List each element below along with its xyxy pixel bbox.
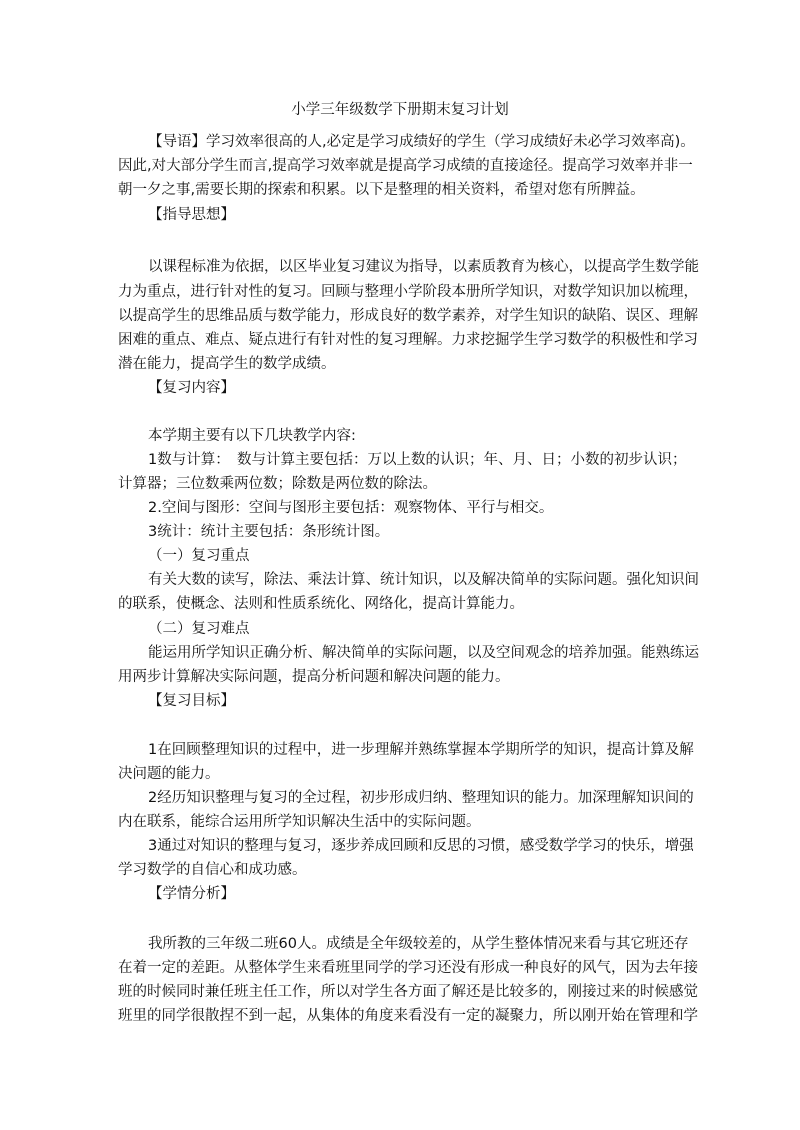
section-heading-goals: 【复习目标】	[148, 693, 235, 709]
analysis-line-3: 班的时候同时兼任班主任工作，所以对学生各方面了解还是比较多的，刚接过来的时候感觉	[118, 984, 698, 1000]
subheading-focus: （一）复习重点	[148, 548, 250, 564]
content-line-5: 3统计：统计主要包括：条形统计图。	[148, 524, 390, 540]
content-line-4: 2.空间与图形：空间与图形主要包括：观察物体、平行与相交。	[148, 500, 554, 516]
goals-line-3: 2经历知识整理与复习的全过程，初步形成归纳、整理知识的能力。加深理解知识间的	[148, 790, 694, 806]
intro-line-3: 朝一夕之事,需要长期的探索和积累。以下是整理的相关资料，希望对您有所脾益。	[118, 182, 645, 198]
goals-line-6: 学习数学的自信心和成功感。	[118, 862, 307, 878]
content-line-2: 1数与计算： 数与计算主要包括：万以上数的认识；年、月、日；小数的初步认识；	[148, 452, 687, 468]
goals-line-2: 决问题的能力。	[118, 766, 220, 782]
guiding-line-2: 力为重点，进行针对性的复习。回顾与整理小学阶段本册所学知识，对数学知识加以梳理，	[118, 284, 698, 300]
goals-line-1: 1在回顾整理知识的过程中，进一步理解并熟练掌握本学期所学的知识，提高计算及解	[148, 742, 694, 758]
intro-line-2: 因此,对大部分学生而言,提高学习效率就是提高学习成绩的直接途径。提高学习效率并非一	[118, 158, 693, 174]
analysis-line-2: 在着一定的差距。从整体学生来看班里同学的学习还没有形成一种良好的风气，因为去年接	[118, 960, 698, 976]
guiding-line-4: 困难的重点、难点、疑点进行有针对性的复习理解。力求挖掘学生学习数学的积极性和学习	[118, 332, 698, 348]
analysis-line-1: 我所教的三年级二班60人。成绩是全年级较差的，从学生整体情况来看与其它班还存	[148, 936, 689, 952]
focus-line-1: 有关大数的读写，除法、乘法计算、统计知识，以及解决简单的实际问题。强化知识间	[148, 572, 699, 588]
analysis-line-4: 班里的同学很散捏不到一起，从集体的角度来看没有一定的凝聚力，所以刚开始在管理和学	[118, 1008, 698, 1024]
guiding-line-5: 潜在能力，提高学生的数学成绩。	[118, 356, 336, 372]
guiding-line-1: 以课程标准为依据，以区毕业复习建议为指导，以素质教育为核心，以提高学生数学能	[148, 259, 699, 275]
difficulty-line-2: 用两步计算解决实际问题，提高分析问题和解决问题的能力。	[118, 669, 510, 685]
intro-line-1: 【导语】学习效率很高的人,必定是学习成绩好的学生（学习成绩好未必学习效率高)。	[148, 134, 695, 150]
focus-line-2: 的联系，使概念、法则和性质系统化、网络化，提高计算能力。	[118, 596, 524, 612]
goals-line-5: 3通过对知识的整理与复习，逐步养成回顾和反思的习惯，感受数学学习的快乐，增强	[148, 838, 694, 854]
goals-line-4: 内在联系，能综合运用所学知识解决生活中的实际问题。	[118, 814, 481, 830]
difficulty-line-1: 能运用所学知识正确分析、解决简单的实际问题，以及空间观念的培养加强。能熟练运	[148, 645, 699, 661]
section-heading-content: 【复习内容】	[148, 380, 235, 396]
content-line-1: 本学期主要有以下几块教学内容:	[148, 428, 356, 444]
section-heading-guiding: 【指导思想】	[148, 207, 235, 223]
document-title: 小学三年级数学下册期末复习计划	[291, 102, 509, 118]
content-line-3: 计算器；三位数乘两位数；除数是两位数的除法。	[118, 476, 437, 492]
guiding-line-3: 以提高学生的思维品质与数学能力，形成良好的数学素养，对学生知识的缺陷、误区、理解	[118, 308, 698, 324]
subheading-difficulty: （二）复习难点	[148, 621, 250, 637]
section-heading-analysis: 【学情分析】	[148, 886, 235, 902]
